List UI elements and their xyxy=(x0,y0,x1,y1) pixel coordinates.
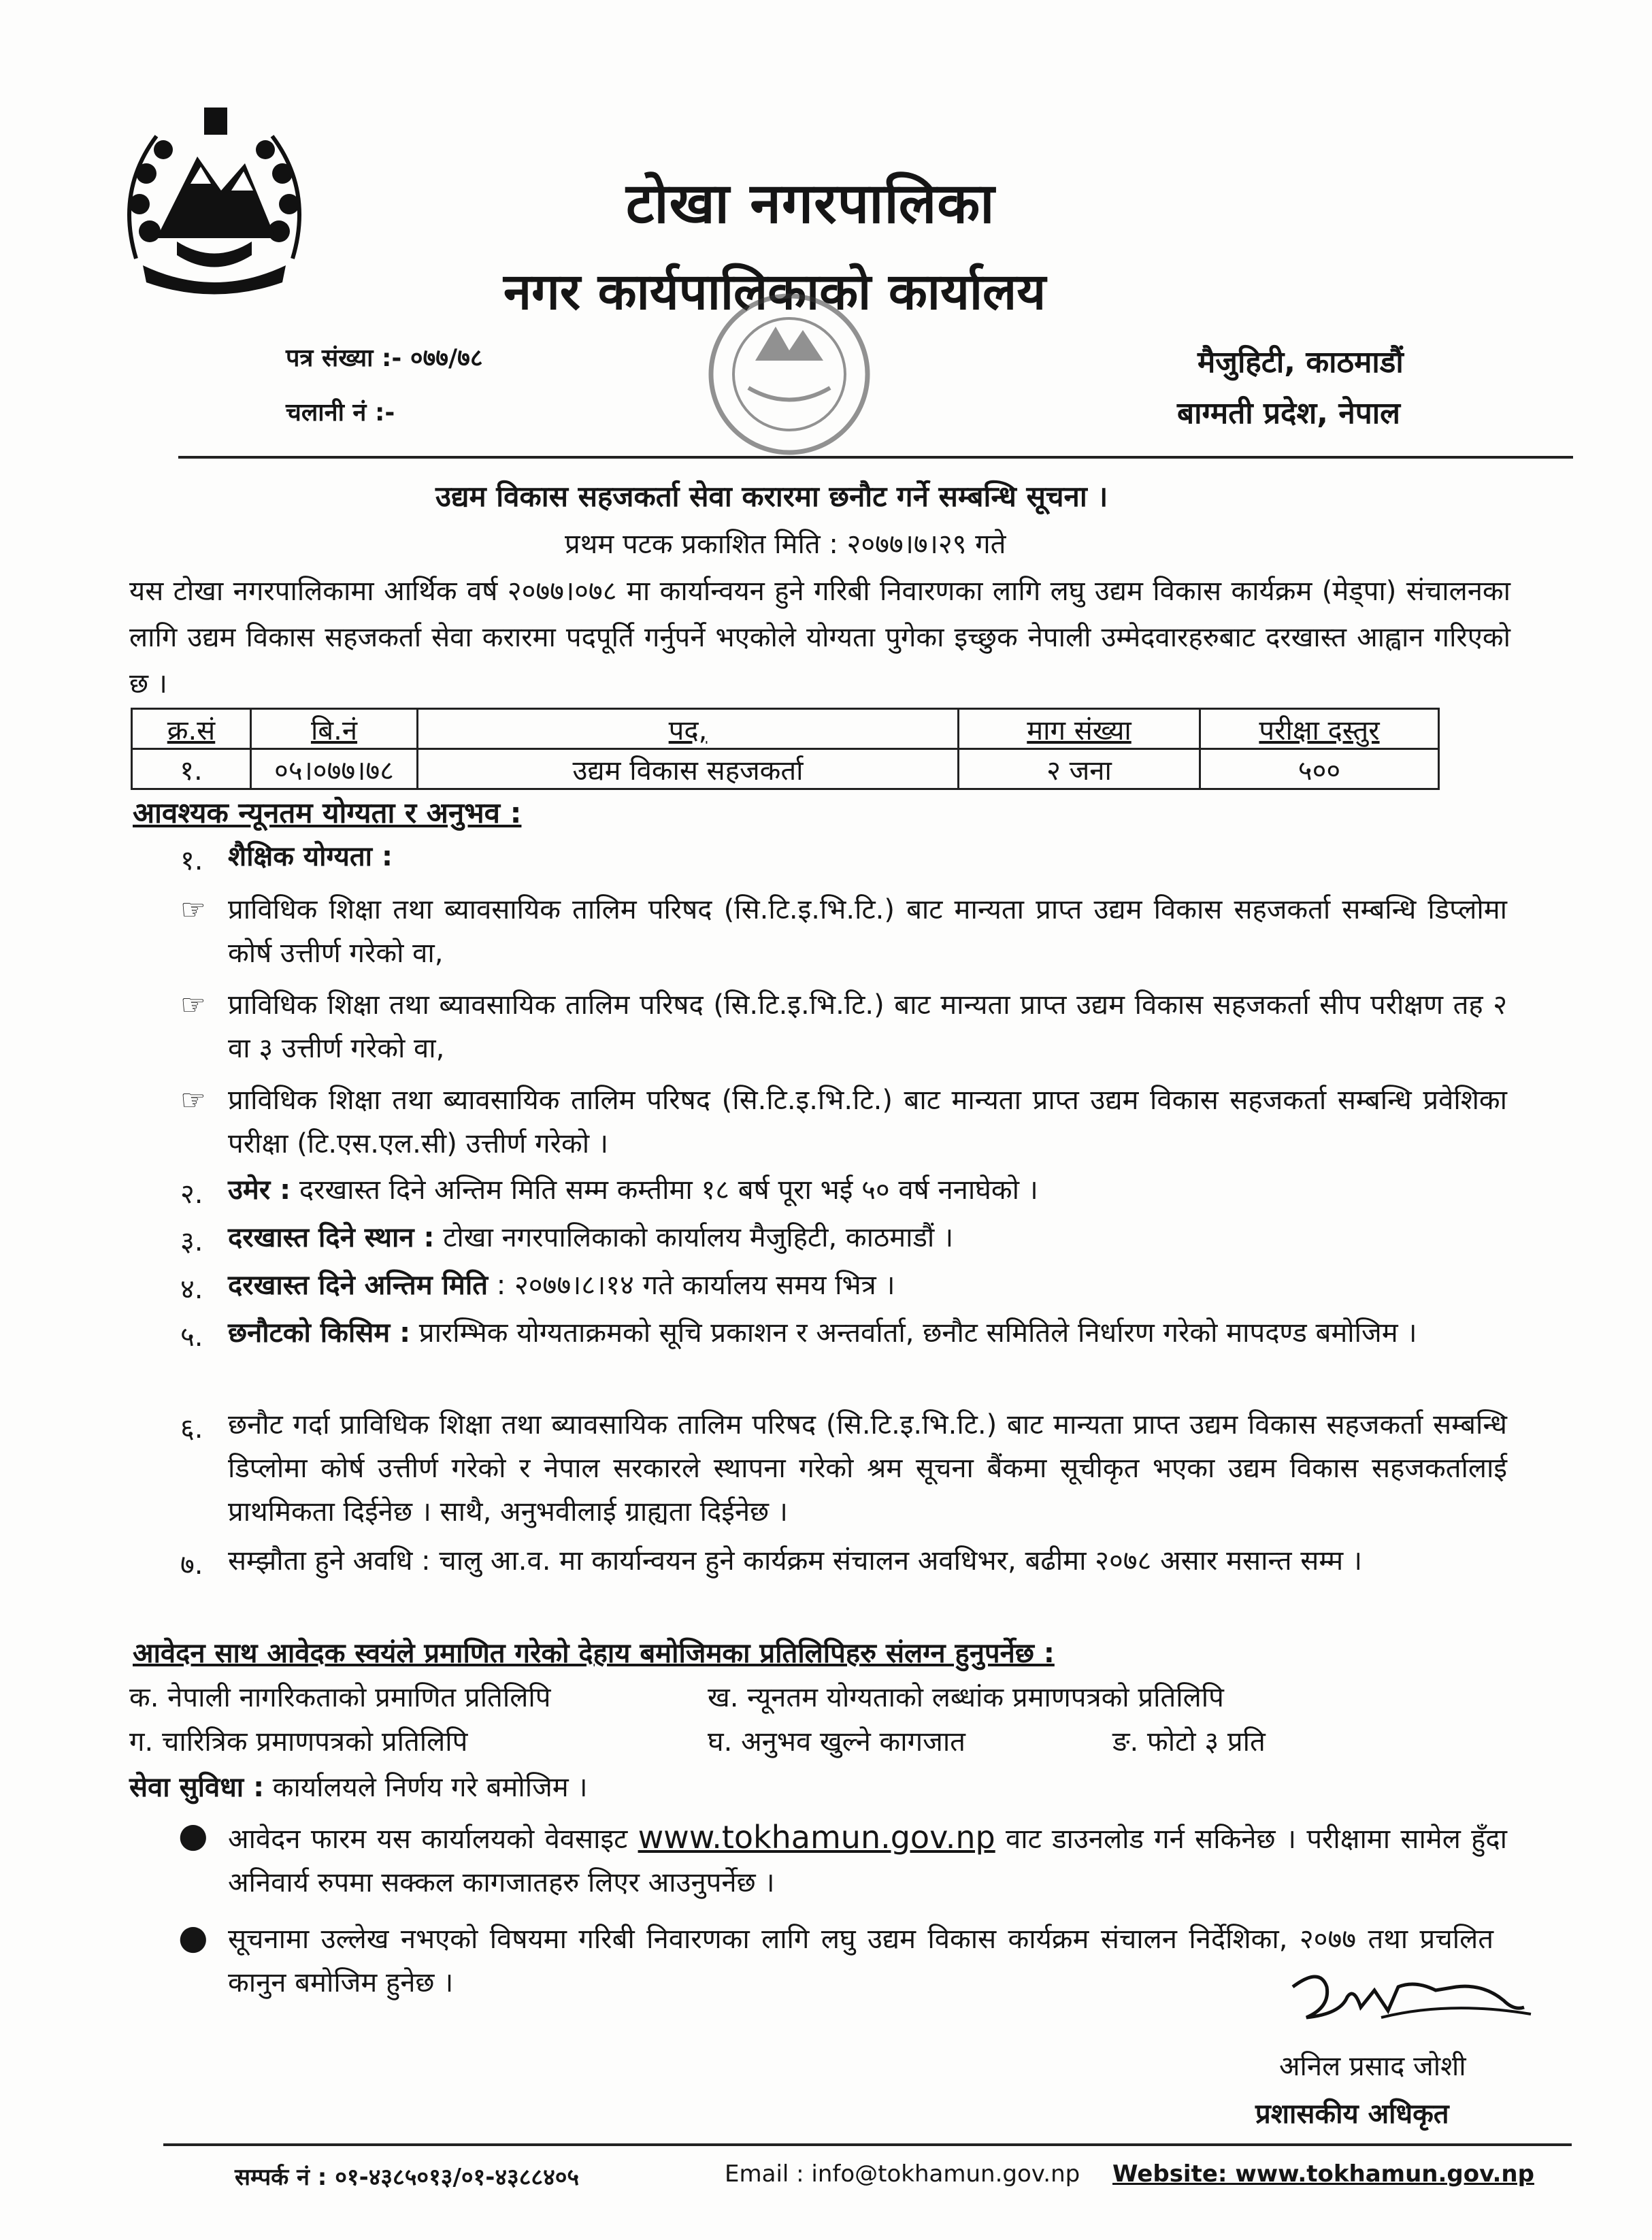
attachment-d: घ. अनुभव खुल्ने कागजात xyxy=(708,1726,965,1758)
table-row xyxy=(132,749,1439,789)
letter-number: पत्र संख्या :- ०७७/७८ xyxy=(286,344,483,372)
col-post: पद, xyxy=(418,709,959,749)
attachment-e: ङ. फोटो ३ प्रति xyxy=(1112,1726,1266,1758)
posts-table xyxy=(131,708,1440,790)
cell-serial: १. xyxy=(132,749,251,789)
signatory-designation: प्रशासकीय अधिकृत xyxy=(1255,2098,1449,2130)
attachment-c: ग. चारित्रिक प्रमाणपत्रको प्रतिलिपि xyxy=(129,1726,468,1758)
attachment-a: क. नेपाली नागरिकताको प्रमाणित प्रतिलिपि xyxy=(129,1682,551,1713)
cell-post: उद्यम विकास सहजकर्ता xyxy=(418,749,959,789)
age-item xyxy=(228,1168,1507,1212)
hand-pointer-icon: ☞ xyxy=(180,988,206,1021)
edu-item-1: प्राविधिक शिक्षा तथा ब्यावसायिक तालिम परिषद (सि.टि.इ.भि.टि.) बाट मान्यता प्राप्त उद्यम विकास सहजकर्ता सम्बन्धि डिप्लोमा कोर्ष उत्तीर्ण गरेको वा, xyxy=(228,894,1507,969)
edu-number: १. xyxy=(180,845,203,876)
bullet-icon: ● xyxy=(178,1815,208,1855)
edu-heading: शैक्षिक योग्यता : xyxy=(228,841,393,872)
publish-date: प्रथम पटक प्रकाशित मिति : २०७७।७।२९ गते xyxy=(565,529,1006,560)
facility-label: सेवा सुविधा : xyxy=(129,1772,265,1803)
footer-rule xyxy=(163,2143,1572,2146)
footer-contact: सम्पर्क नं : ०१-४३८५०१३/०१-४३८८४०५ xyxy=(235,2164,580,2191)
org-name: टोखा नगरपालिका xyxy=(626,171,995,236)
col-adv-no: बि.नं xyxy=(251,709,418,749)
edu-item-2: प्राविधिक शिक्षा तथा ब्यावसायिक तालिम परिषद (सि.टि.इ.भि.टि.) बाट मान्यता प्राप्त उद्यम विकास सहजकर्ता सीप परीक्षण तह २ वा ३ उत्तीर्ण गरेको वा, xyxy=(228,989,1507,1064)
item-number: ५. xyxy=(180,1321,203,1353)
requirements-heading: आवश्यक न्यूनतम योग्यता र अनुभव : xyxy=(133,796,522,829)
office-name: नगर कार्यपालिकाको कार्यालय xyxy=(503,263,1046,321)
item-text: दरखास्त दिने अन्तिम मिति सम्म कम्तीमा १८ बर्ष पूरा भई ५० वर्ष ननाघेको । xyxy=(291,1174,1038,1206)
col-fee: परीक्षा दस्तुर xyxy=(1200,709,1439,749)
cell-demand: २ जना xyxy=(959,749,1200,789)
note-2: सूचनामा उल्लेख नभएको विषयमा गरिबी निवारणका लागि लघु उद्यम विकास कार्यक्रम संचालन निर्देशिका, २०७७ तथा प्रचलित कानुन बमोजिम हुनेछ । xyxy=(228,1924,1493,1998)
item-number: ६. xyxy=(180,1413,203,1445)
address-line-2: बाग्मती प्रदेश, नेपाल xyxy=(1177,396,1400,431)
footer-email: Email : info@tokhamun.gov.np xyxy=(725,2160,1080,2188)
item-number: ३. xyxy=(180,1226,203,1257)
footer-website[interactable]: Website: www.tokhamun.gov.np xyxy=(1112,2160,1534,2188)
office-stamp xyxy=(667,286,912,490)
contract-period-item xyxy=(228,1539,1507,1583)
note-1-text: आवेदन फारम यस कार्यालयको वेवसाइट xyxy=(228,1824,638,1855)
item-label: दरखास्त दिने स्थान : xyxy=(228,1222,435,1253)
cell-fee: ५०० xyxy=(1200,749,1439,789)
col-serial: क्र.सं xyxy=(132,709,251,749)
bullet-icon: ● xyxy=(178,1917,208,1957)
item-number: ४. xyxy=(180,1274,203,1305)
facility-text: कार्यालयले निर्णय गरे बमोजिम । xyxy=(264,1772,588,1803)
website-link[interactable]: www.tokhamun.gov.np xyxy=(638,1819,995,1856)
priority-item xyxy=(228,1403,1507,1534)
header-rule xyxy=(178,456,1573,459)
item-text: टोखा नगरपालिकाको कार्यालय मैजुहिटी, काठमाडौं । xyxy=(434,1222,954,1253)
item-text: छनौट गर्दा प्राविधिक शिक्षा तथा ब्यावसायिक तालिम परिषद (सि.टि.इ.भि.टि.) बाट मान्यता प्राप्त उद्यम विकास सहजकर्ता सम्बन्धि डिप्लोमा कोर्ष उत्तीर्ण गरेको र नेपाल सरकारले स्थापना गरेको श्रम सूचना बैंकमा सूचीकृत भएका उद्यम विकास सहजकर्तालाई प्राथमिकता दिईनेछ । साथै, अनुभवीलाई ग्राह्यता दिईनेछ । xyxy=(228,1409,1507,1528)
item-text: सम्झौता हुने अवधि : चालु आ.व. मा कार्यान्वयन हुने कार्यक्रम संचालन अवधिभर, बढीमा २०७८ असार मसान्त सम्म । xyxy=(228,1545,1363,1577)
intro-paragraph: यस टोखा नगरपालिकामा आर्थिक वर्ष २०७७।०७८ मा कार्यान्वयन हुने गरिबी निवारणका लागि लघु उद्यम विकास कार्यक्रम (मेड्पा) संचालनका लागि उद्यम विकास सहजकर्ता सेवा करारमा पदपूर्ति गर्नुपर्ने भएकोले योग्यता पुगेका इच्छुक नेपाली उम्मेदवारहरुबाट दरखास्त आह्वान गरिएको छ । xyxy=(129,576,1510,699)
item-label: छनौटको किसिम : xyxy=(228,1317,411,1349)
hand-pointer-icon: ☞ xyxy=(180,893,206,926)
attachment-b: ख. न्यूनतम योग्यताको लब्धांक प्रमाणपत्रको प्रतिलिपि xyxy=(708,1682,1224,1713)
selection-type-item xyxy=(228,1311,1507,1355)
service-facility xyxy=(129,1766,588,1809)
signature xyxy=(1279,1960,1538,2041)
item-label: उमेर : xyxy=(228,1174,291,1206)
cell-adv-no: ०५।०७७।७८ xyxy=(251,749,418,789)
deadline-item xyxy=(228,1264,1507,1307)
item-number: ७. xyxy=(180,1549,203,1581)
item-label: दरखास्त दिने अन्तिम मिति xyxy=(228,1270,489,1301)
note-1-tail: वाट डाउनलोड गर्न सकिनेछ । परीक्षामा सामेल हुँदा अनिवार्य रुपमा सक्कल कागजातहरु लिएर आउनुपर्नेछ । xyxy=(228,1824,1507,1898)
nepal-emblem xyxy=(109,95,320,299)
notice-subject: उद्यम विकास सहजकर्ता सेवा करारमा छनौट गर्ने सम्बन्धि सूचना । xyxy=(435,480,1108,513)
item-text: प्रारम्भिक योग्यताक्रमको सूचि प्रकाशन र अन्तर्वार्ता, छनौट समितिले निर्धारण गरेको मापदण्ड बमोजिम । xyxy=(410,1317,1417,1349)
item-text: : २०७७।८।१४ गते कार्यालय समय भित्र । xyxy=(488,1270,895,1301)
dispatch-number: चलानी नं :- xyxy=(286,399,395,427)
note-1 xyxy=(228,1815,1507,1905)
attachments-heading: आवेदन साथ आवेदक स्वयंले प्रमाणित गरेको देहाय बमोजिमका प्रतिलिपिहरु संलग्न हुनुपर्नेछ : xyxy=(133,1638,1055,1669)
item-number: २. xyxy=(180,1179,203,1210)
hand-pointer-icon: ☞ xyxy=(180,1083,206,1117)
table-header-row xyxy=(132,709,1439,749)
place-item xyxy=(228,1216,1507,1259)
address-line-1: मैजुहिटी, काठमाडौं xyxy=(1197,345,1404,380)
col-demand: माग संख्या xyxy=(959,709,1200,749)
edu-item-3: प्राविधिक शिक्षा तथा ब्यावसायिक तालिम परिषद (सि.टि.इ.भि.टि.) बाट मान्यता प्राप्त उद्यम विकास सहजकर्ता सम्बन्धि प्रवेशिका परीक्षा (टि.एस.एल.सी) उत्तीर्ण गरेको । xyxy=(228,1085,1507,1159)
signatory-name: अनिल प्रसाद जोशी xyxy=(1279,2051,1466,2082)
